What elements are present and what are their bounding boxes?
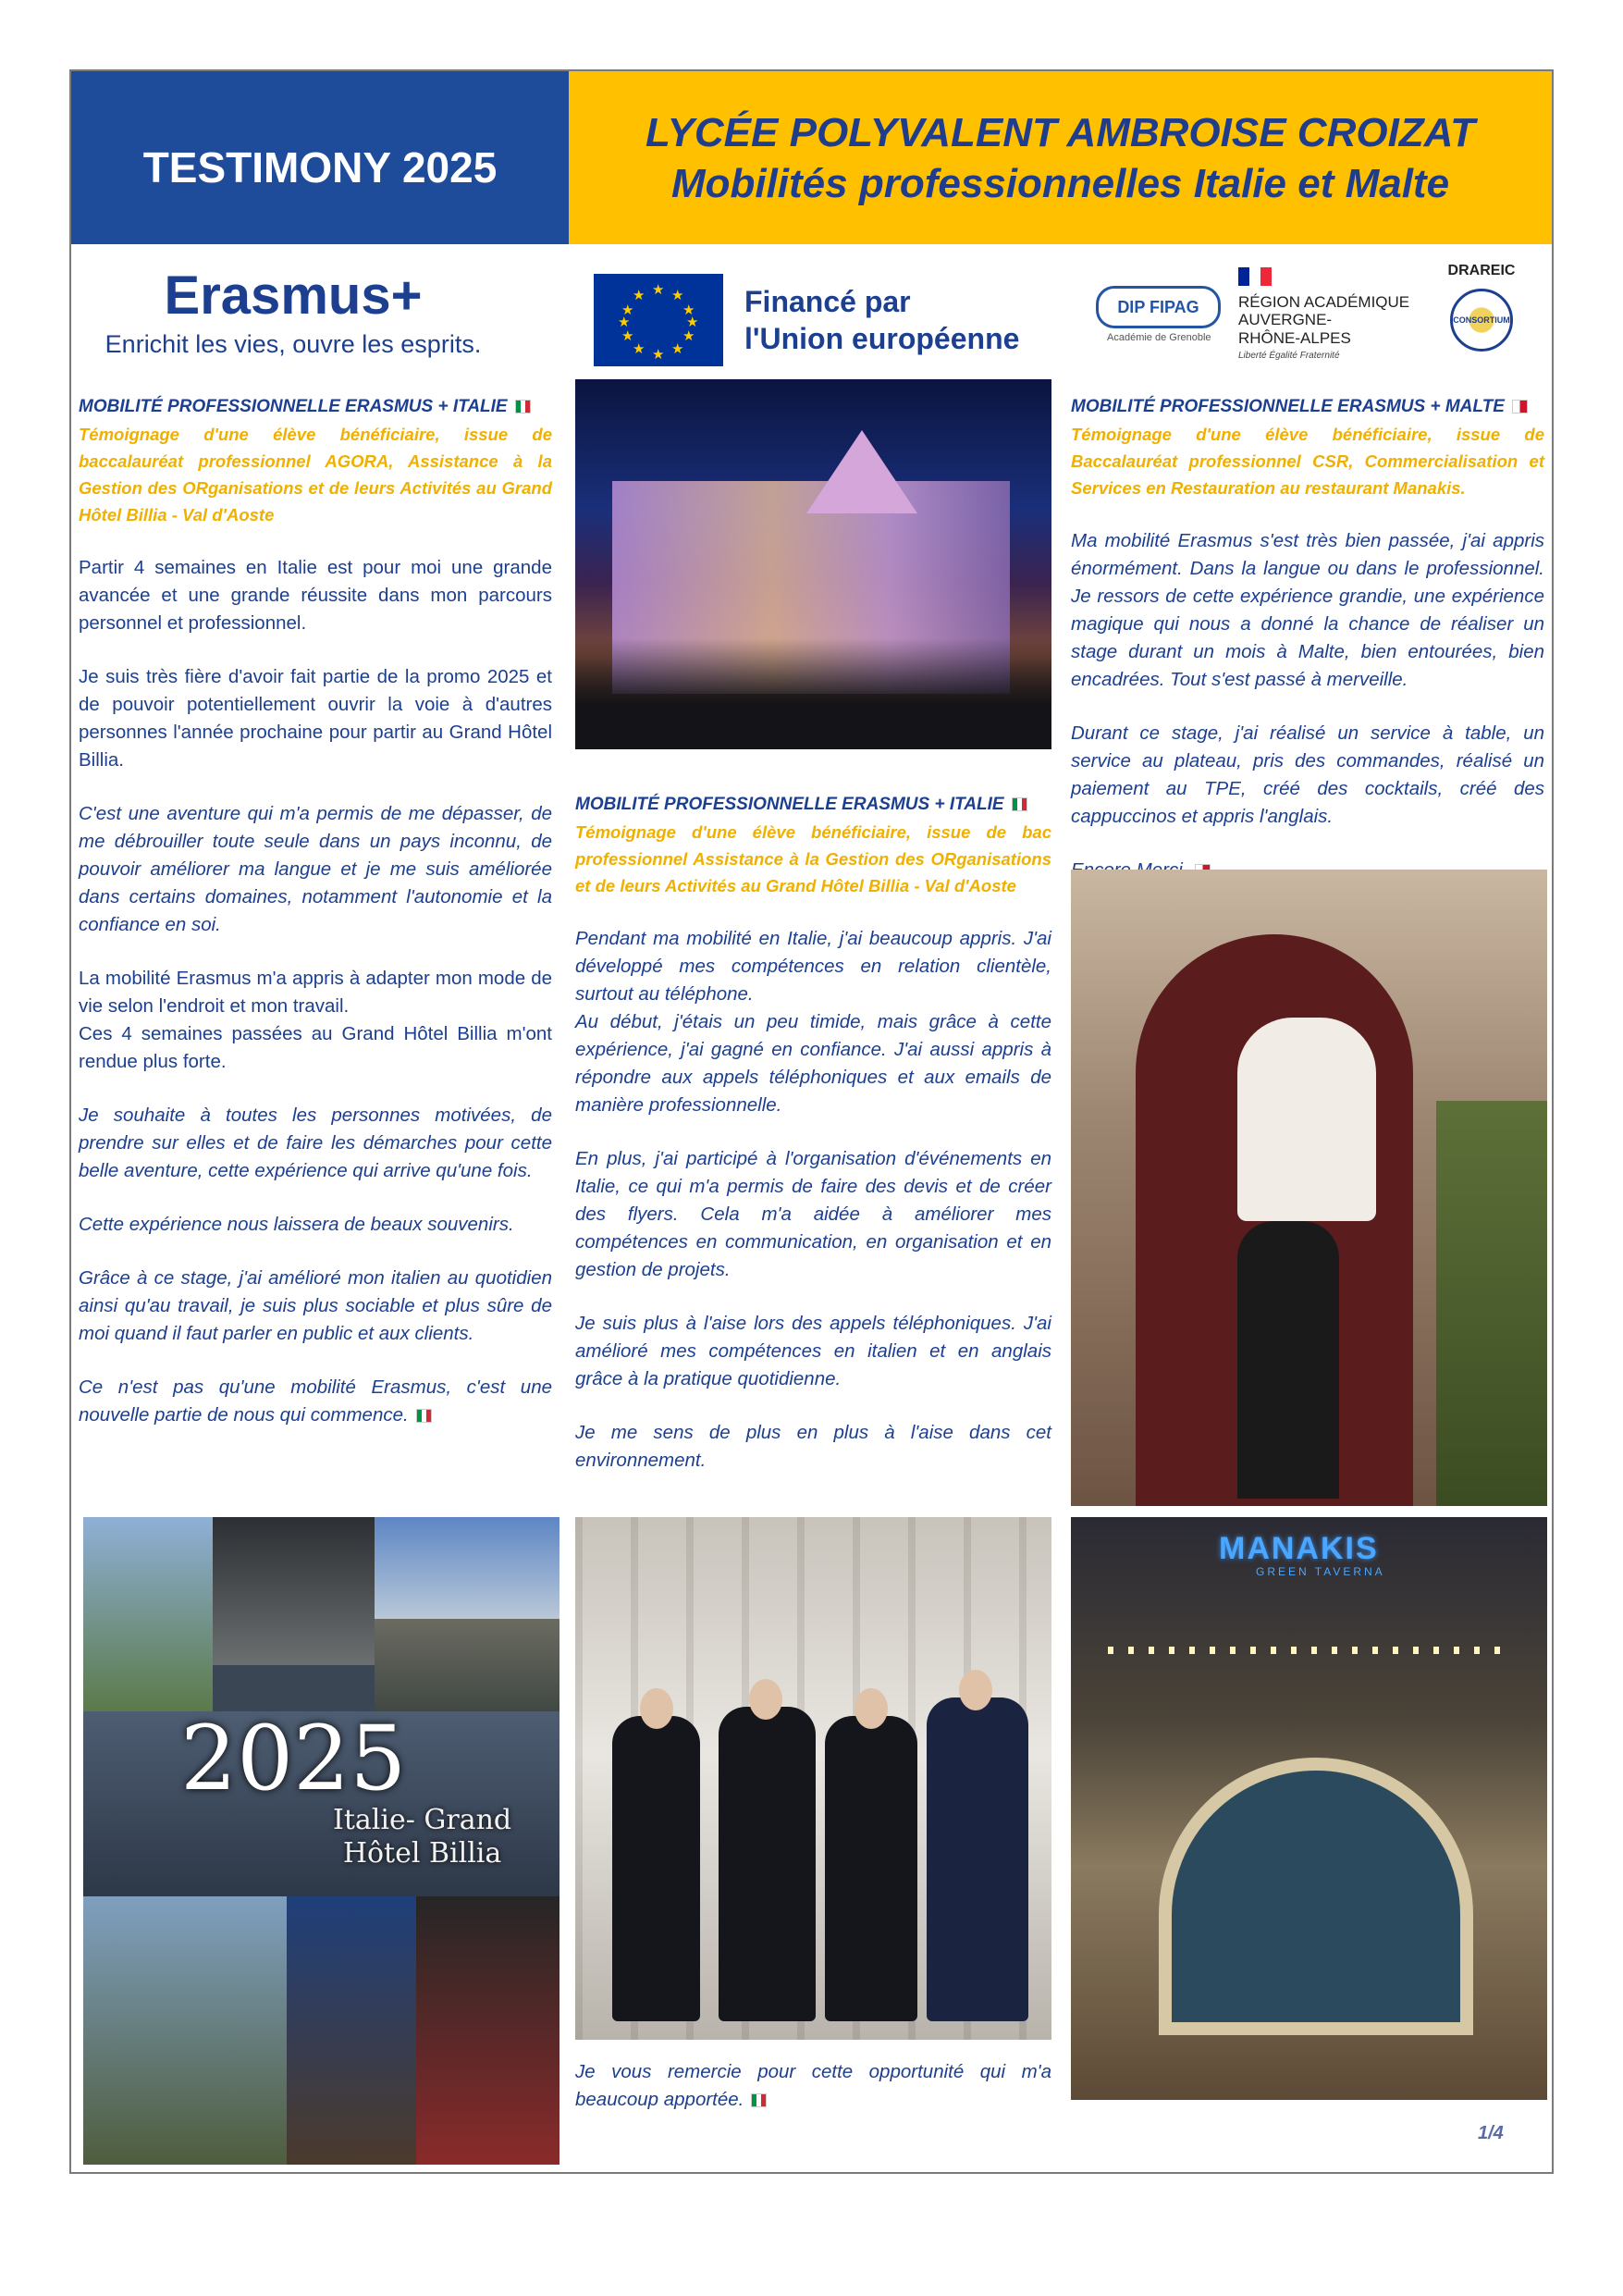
consortium-icon — [1450, 289, 1513, 352]
dip-label: DIP FIPAG — [1117, 297, 1199, 316]
col1-paragraph: C'est une aventure qui m'a permis de me dépasser, de me débrouiller toute seule dans un pays inconnu, de pouvoir améliorer ma langue et je me suis améliorée dans certains domaines, notamment l'autonomie et la confiance en soi. — [79, 803, 552, 935]
col2-subheading: Témoignage d'une élève bénéficiaire, issue de bac professionnel Assistance à la Gestion des ORganisations et de leurs Activités au Grand Hôtel Billia - Val d'Aoste — [575, 822, 1051, 895]
column-italy-2 — [575, 791, 1051, 1500]
region-academique-logo — [1238, 267, 1409, 362]
col2-paragraph: Je suis plus à l'aise lors des appels téléphoniques. J'ai amélioré mes compétences en italien et en anglais grâce à la pratique quotidienne. — [575, 1313, 1051, 1389]
collage-year: 2025 — [180, 1707, 407, 1810]
french-flag-icon — [1238, 267, 1272, 286]
region-line-2: AUVERGNE- — [1238, 311, 1333, 329]
column-italy-1 — [79, 393, 552, 1455]
col3-heading: MOBILITÉ PROFESSIONNELLE ERASMUS + MALTE — [1071, 393, 1544, 421]
eu-line-2: l'Union européenne — [744, 322, 1020, 355]
region-line-1: RÉGION ACADÉMIQUE — [1238, 292, 1410, 311]
eu-line-1: Financé par — [744, 285, 911, 318]
italy-flag-icon — [515, 400, 531, 414]
drareic-label: DRAREIC — [1447, 263, 1516, 278]
header-left-banner — [71, 71, 569, 244]
col1-paragraph: Ce n'est pas qu'une mobilité Erasmus, c'est une nouvelle partie de nous qui commence. — [79, 1376, 552, 1426]
logo-strip — [71, 244, 1552, 383]
col2-paragraph: Pendant ma mobilité en Italie, j'ai beaucoup appris. J'ai développé mes compétences en relation clientèle, surtout au téléphone. Au début, j'étais un peu timide, mais grâce à cette expérience, j'ai gagné en confiance. J'ai aussi appris à répondre aux appels téléphoniques et aux emails de manière professionnelle. — [575, 928, 1051, 1116]
students-doorway-photo — [1071, 870, 1547, 1506]
col2-paragraph: Je me sens de plus en plus à l'aise dans cet environnement. — [575, 1422, 1051, 1471]
column-malta — [1071, 393, 1544, 884]
col2-heading: MOBILITÉ PROFESSIONNELLE ERASMUS + ITALIE — [575, 791, 1051, 819]
col1-paragraph: Grâce à ce stage, j'ai amélioré mon italien au quotidien ainsi qu'au travail, je suis plus sociable et plus sûre de moi quand il faut parler en public et aux clients. — [79, 1267, 552, 1344]
dip-fipag-logo — [1096, 286, 1221, 328]
grand-hotel-billia-photo — [575, 379, 1051, 749]
manakis-subsign: GREEN TAVERNA — [1256, 1565, 1385, 1578]
col3-subheading: Témoignage d'une élève bénéficiaire, issue de Baccalauréat professionnel CSR, Commercialisation et Services en Restauration au restaurant Manakis. — [1071, 425, 1544, 498]
region-motto: Liberté Égalité Fraternité — [1238, 351, 1340, 362]
col1-paragraph: Je suis très fière d'avoir fait partie de la promo 2025 et de pouvoir potentiellement ouvrir la voie à d'autres personnes l'année prochaine pour partir au Grand Hôtel Billia. — [79, 666, 552, 771]
col1-heading: MOBILITÉ PROFESSIONNELLE ERASMUS + ITALIE — [79, 393, 552, 421]
erasmus-logo — [94, 265, 492, 359]
col2-closing: Je vous remercie pour cette opportunité qui m'a beaucoup apportée. — [575, 2061, 1051, 2110]
manakis-sign: MANAKIS — [1219, 1531, 1379, 1566]
col1-subheading: Témoignage d'une élève bénéficiaire, issue de baccalauréat professionnel AGORA, Assistance à la Gestion des ORganisations et de leurs Activités au Grand Hôtel Billia - Val d'Aoste — [79, 425, 552, 525]
manakis-restaurant-photo — [1071, 1517, 1547, 2100]
col1-paragraph: Partir 4 semaines en Italie est pour moi une grande avancée et une grande réussite dans mon parcours personnel et professionnel. — [79, 557, 552, 634]
erasmus-tagline: Enrichit les vies, ouvre les esprits. — [105, 330, 482, 358]
italy-collage-photo — [83, 1517, 559, 2165]
dip-sublabel: Académie de Grenoble — [1107, 332, 1211, 343]
header-subtitle: Mobilités professionnelles Italie et Malte — [670, 160, 1450, 206]
col1-paragraph: Je souhaite à toutes les personnes motivées, de prendre sur elles et de faire les démarches pour cette belle aventure, cette expérience qui arrive qu'une fois. — [79, 1105, 552, 1181]
col2-paragraph: En plus, j'ai participé à l'organisation d'événements en Italie, ce qui m'a permis de faire des devis et de créer des flyers. Cela m'a aidée à améliorer mes compétences en communication, en organisation et en gestion de projets. — [575, 1148, 1051, 1280]
eu-flag-icon: ★ ★ ★ ★ ★ ★ ★ ★ ★ ★ ★ ★ — [594, 274, 723, 366]
col3-paragraph: Durant ce stage, j'ai réalisé un service à table, un service au plateau, pris des commandes, réalisé un paiement au TPE, créé des cocktails, créé des cappuccinos et appris l'anglais. — [1071, 722, 1544, 827]
erasmus-title: Erasmus+ — [164, 265, 423, 326]
consortium-label: CONSORTIUM — [1453, 315, 1510, 325]
malta-flag-icon — [1512, 400, 1528, 414]
school-name: LYCÉE POLYVALENT AMBROISE CROIZAT — [645, 109, 1476, 155]
page-number: 1/4 — [1478, 2123, 1504, 2143]
italy-flag-icon — [416, 1409, 432, 1423]
region-line-3: RHÔNE-ALPES — [1238, 328, 1351, 347]
collage-caption: Italie- Grand Hôtel Billia — [333, 1804, 512, 1870]
col3-paragraph: Ma mobilité Erasmus s'est très bien passée, j'ai appris énormément. Dans la langue ou dans le professionnel. Je ressors de cette expérience grandie, une expérience magique qui nous a donné la chance de réaliser un stage durant un mois à Malte, bien entourées, bien encadrées. Tout s'est passé à merveille. — [1071, 530, 1544, 690]
italy-flag-icon — [1012, 797, 1027, 811]
group-photo — [575, 1517, 1051, 2040]
header-right-banner — [569, 71, 1552, 244]
drareic-logo — [1426, 263, 1537, 352]
col1-paragraph: La mobilité Erasmus m'a appris à adapter mon mode de vie selon l'endroit et mon travail. Ces 4 semaines passées au Grand Hôtel Billia m'ont rendue plus forte. — [79, 968, 552, 1072]
testimony-title: TESTIMONY 2025 — [142, 142, 498, 191]
eu-funding-text — [744, 283, 1019, 357]
col1-paragraph: Cette expérience nous laissera de beaux souvenirs. — [79, 1214, 514, 1235]
italy-flag-icon — [751, 2093, 767, 2107]
